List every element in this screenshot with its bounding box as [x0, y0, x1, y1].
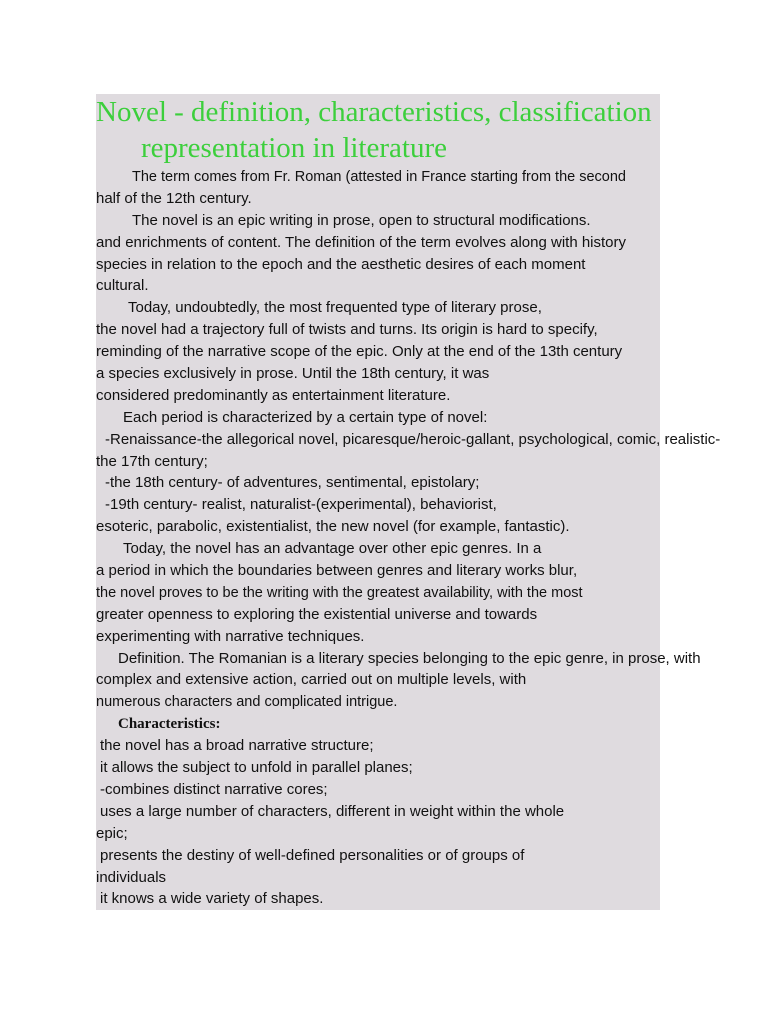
paragraph-line [96, 867, 768, 889]
paragraph-line [96, 429, 768, 451]
paragraph-line [96, 516, 768, 538]
paragraph-line [96, 757, 768, 779]
paragraph-line [96, 166, 768, 188]
paragraph-line [96, 363, 768, 385]
document-content [96, 94, 768, 910]
paragraph-line [96, 494, 768, 516]
paragraph-line [96, 669, 768, 691]
paragraph-line-text: the novel proves to be the writing with the greatest availability, with the most [96, 584, 583, 601]
section-heading-line [96, 713, 768, 735]
paragraph-line-text: Today, the novel has an advantage over other epic genres. In a [123, 540, 542, 558]
paragraph-line-text: cultural. [96, 277, 149, 295]
paragraph-line-text: Today, undoubtedly, the most frequented type of literary prose, [128, 299, 542, 317]
paragraph-line [96, 451, 768, 473]
paragraph-line [96, 691, 768, 713]
paragraph-line-text: uses a large number of characters, different in weight within the whole [100, 802, 565, 820]
paragraph-line [96, 341, 768, 363]
paragraph-line-text: -Renaissance-the allegorical novel, picaresque/heroic-gallant, psychological, comic, realistic- [105, 430, 721, 448]
paragraph-line [96, 297, 768, 319]
paragraph-line [96, 319, 768, 341]
paragraph-line-text: epic; [96, 824, 128, 842]
paragraph-line-text: the 17th century; [96, 452, 208, 470]
document-title-line-1 [96, 94, 768, 130]
paragraph-line-text: -combines distinct narrative cores; [100, 780, 328, 798]
paragraph-line-text: presents the destiny of well-defined personalities or of groups of [100, 846, 525, 864]
paragraph-line-text: the novel had a trajectory full of twists and turns. Its origin is hard to specify, [96, 321, 598, 339]
paragraph-line [96, 538, 768, 560]
paragraph-line [96, 188, 768, 210]
paragraph-line-text: Definition. The Romanian is a literary species belonging to the epic genre, in prose, with [118, 649, 701, 667]
paragraph-line-text: half of the 12th century. [96, 189, 252, 207]
paragraph-line-text: species in relation to the epoch and the aesthetic desires of each moment [96, 255, 586, 273]
paragraph-line-text: The novel is an epic writing in prose, open to structural modifications. [132, 211, 591, 229]
document-title-text-2: representation in literature [141, 132, 447, 164]
paragraph-line [96, 626, 768, 648]
paragraph-line-text: a species exclusively in prose. Until the 18th century, it was [96, 365, 490, 383]
paragraph-line-text: numerous characters and complicated intrigue. [96, 694, 398, 711]
paragraph-line [96, 604, 768, 626]
document-title-line-2 [96, 130, 768, 166]
document-body [96, 166, 768, 910]
paragraph-line [96, 232, 768, 254]
paragraph-line [96, 801, 768, 823]
paragraph-line [96, 472, 768, 494]
paragraph-line-text: a period in which the boundaries between genres and literary works blur, [96, 562, 578, 580]
section-heading-text: Characteristics: [118, 716, 221, 733]
paragraph-line-text: -19th century- realist, naturalist-(experimental), behaviorist, [105, 496, 497, 514]
paragraph-line-text: it allows the subject to unfold in parallel planes; [100, 759, 413, 777]
paragraph-line-text: experimenting with narrative techniques. [96, 627, 365, 645]
paragraph-line-text: greater openness to exploring the existential universe and towards [96, 605, 538, 623]
paragraph-line [96, 735, 768, 757]
paragraph-line [96, 888, 768, 910]
paragraph-line-text: the novel has a broad narrative structure; [100, 737, 374, 755]
paragraph-line-text: complex and extensive action, carried out on multiple levels, with [96, 671, 527, 689]
paragraph-line-text: reminding of the narrative scope of the epic. Only at the end of the 13th century [96, 343, 623, 361]
paragraph-line-text: -the 18th century- of adventures, sentimental, epistolary; [105, 474, 480, 492]
paragraph-line [96, 648, 768, 670]
paragraph-line-text: The term comes from Fr. Roman (attested in France starting from the second [132, 169, 626, 185]
paragraph-line-text: and enrichments of content. The definition of the term evolves along with history [96, 233, 627, 251]
paragraph-line [96, 560, 768, 582]
paragraph-line-text: considered predominantly as entertainment literature. [96, 386, 451, 404]
paragraph-line [96, 254, 768, 276]
paragraph-line-text: individuals [96, 868, 167, 886]
paragraph-line-text: it knows a wide variety of shapes. [100, 890, 324, 908]
paragraph-line-text: Each period is characterized by a certain type of novel: [123, 408, 488, 426]
paragraph-line [96, 210, 768, 232]
paragraph-line-text: esoteric, parabolic, existentialist, the new novel (for example, fantastic). [96, 518, 570, 536]
paragraph-line [96, 823, 768, 845]
paragraph-line [96, 407, 768, 429]
paragraph-line [96, 385, 768, 407]
paragraph-line [96, 275, 768, 297]
paragraph-line [96, 779, 768, 801]
paragraph-line [96, 582, 768, 604]
document-title-text-1: Novel - definition, characteristics, classification [96, 96, 652, 128]
paragraph-line [96, 845, 768, 867]
